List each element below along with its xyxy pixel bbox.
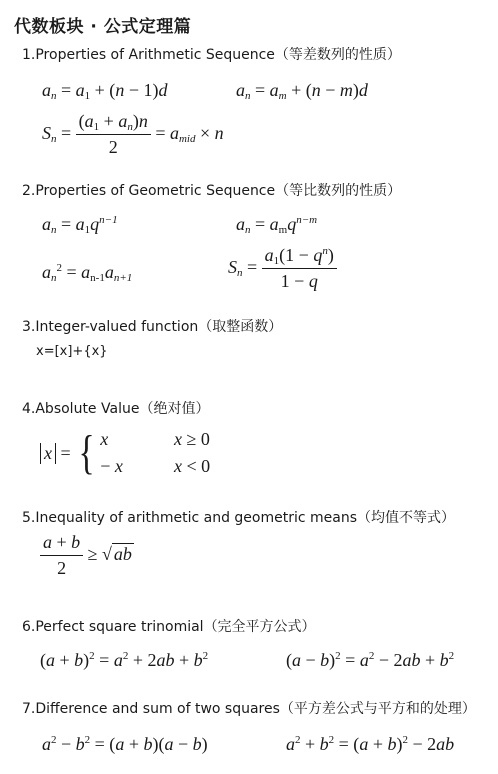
formula-square-of-sum: $(a + b)^2 = a^2 + 2ab + b^2$ xyxy=(40,650,209,670)
formula-geometric-sum: $S_n$ = $\frac{a_1(1 - q^n)}{1 - q}$ xyxy=(228,246,337,292)
formula-geometric-m-term: $a_n = a_mq^{n-m}$ xyxy=(236,214,318,236)
section-heading-geometric-sequence: 2.Properties of Geometric Sequence（等比数列的性质） xyxy=(22,183,402,199)
section-heading-perfect-square: 6.Perfect square trinomial（完全平方公式） xyxy=(22,619,316,635)
section-heading-difference-and-sum-of-squares: 7.Difference and sum of two squares（平方差公式与平方和的处理） xyxy=(22,701,476,717)
formula-geometric-mean-term: $a_n^2 = a_{n-1}a_{n+1}$ xyxy=(42,262,133,284)
formula-arithmetic-m-term: $a_n = a_m + (n - m)d$ xyxy=(236,80,368,102)
formula-integer-decomposition: x=[x]+{x} xyxy=(36,344,108,359)
formula-arithmetic-sum: $S_n$ = $\frac{(a_1 + a_n)n}{2}$ = $a_{mid} \times n$ xyxy=(42,111,224,157)
section-heading-integer-function: 3.Integer-valued function（取整函数） xyxy=(22,319,283,335)
formula-abs-condition-nonneg: x ≥ 0 xyxy=(174,429,210,449)
formula-arithmetic-general-term: $a_n = a_1 + (n - 1)d$ xyxy=(42,80,168,102)
formula-geometric-general-term: $a_n = a_1q^{n-1}$ xyxy=(42,214,118,236)
page-title: 代数板块 · 公式定理篇 xyxy=(14,17,192,37)
section-heading-arithmetic-sequence: 1.Properties of Arithmetic Sequence（等差数列的性质） xyxy=(22,47,401,63)
formula-am-gm: $\frac{a + b}{2}$ ≥ √ ab xyxy=(40,533,134,579)
formula-difference-of-squares: $a^2 - b^2 = (a + b)(a - b)$ xyxy=(42,734,208,754)
formula-absolute-value: x = { x − x xyxy=(40,425,123,481)
section-heading-am-gm-inequality: 5.Inequality of arithmetic and geometric means（均值不等式） xyxy=(22,510,456,526)
formula-sum-of-squares: $a^2 + b^2 = (a + b)^2 - 2ab$ xyxy=(286,734,455,754)
formula-square-of-difference: $(a - b)^2 = a^2 - 2ab + b^2$ xyxy=(286,650,455,670)
section-heading-absolute-value: 4.Absolute Value（绝对值） xyxy=(22,401,210,417)
formula-abs-condition-neg: x < 0 xyxy=(174,456,211,476)
